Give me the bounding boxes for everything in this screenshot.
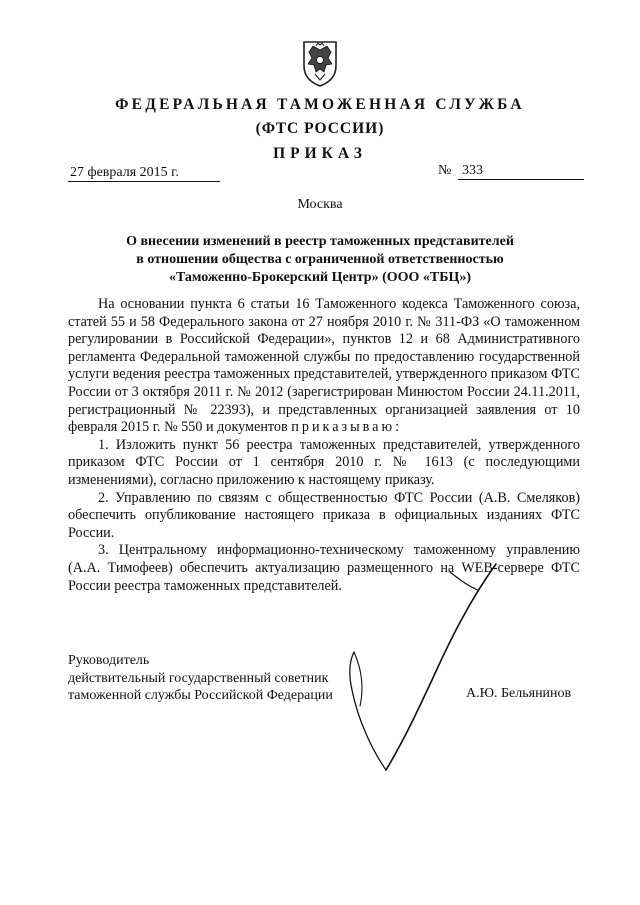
signatory-title	[68, 652, 333, 705]
signatory-title-line: действительный государственный советник	[68, 670, 329, 686]
document-date: 27 февраля 2015 г.	[68, 165, 220, 182]
signatory-title-line: Руководитель	[68, 653, 150, 668]
subject-line: О внесении изменений в реестр таможенных представителей	[126, 234, 514, 249]
signature-icon	[300, 560, 520, 780]
preamble-text: На основании пункта 6 статьи 16 Таможенного кодекса Таможенного союза, статей 55 и 58 Федерального закона от 27 ноября 2010 г. № 311-ФЗ «О таможенном регулировании в Российской Федерации», пунктов 12 и 68 Административного регламента Федеральной таможенной службы по предоставлению государственной услуги ведения реестра таможенных представителей, утвержденного приказом ФТС России от 3 октября 2011 г. № 2012 (зарегистрирован Минюстом России 24.11.2011, регистрационный № 22393), и представленных организацией заявления от 10 февраля 2015 г. № 550 и документов	[68, 296, 580, 436]
subject-line: «Таможенно-Брокерский Центр» (ООО «ТБЦ»)	[168, 270, 472, 285]
document-number-label: №	[438, 163, 452, 178]
coat-of-arms-icon	[299, 38, 341, 88]
document-type: ПРИКАЗ	[273, 145, 367, 162]
signatory-name: А.Ю. Бельянинов	[466, 686, 572, 701]
order-word: приказываю:	[291, 419, 403, 436]
preamble-paragraph	[68, 296, 580, 437]
order-item-2: 2. Управлению по связям с общественностью ФТС России (А.В. Смеляков) обеспечить опубликование настоящего приказа в официальных изданиях ФТС России.	[68, 489, 580, 541]
organization-short-name: (ФТС РОССИИ)	[255, 120, 385, 137]
document-number: 333	[458, 163, 584, 180]
subject-line: в отношении общества с ограниченной ответственностью	[136, 252, 504, 267]
order-item-1: 1. Изложить пункт 56 реестра таможенных представителей, утвержденного приказом ФТС России от 1 сентября 2010 г. № 1613 (с последующими изменениями), согласно приложению к настоящему приказу.	[68, 436, 580, 488]
document-subject	[80, 233, 560, 287]
document-city: Москва	[297, 197, 343, 212]
organization-name: ФЕДЕРАЛЬНАЯ ТАМОЖЕННАЯ СЛУЖБА	[115, 96, 525, 113]
signatory-title-line: таможенной службы Российской Федерации	[68, 688, 333, 703]
document-body	[68, 296, 580, 595]
order-item-3: 3. Центральному информационно-техническому таможенному управлению (А.А. Тимофеев) обеспечить актуализацию размещенного на WEB-сервере ФТС России реестра таможенных представителей.	[68, 542, 580, 594]
